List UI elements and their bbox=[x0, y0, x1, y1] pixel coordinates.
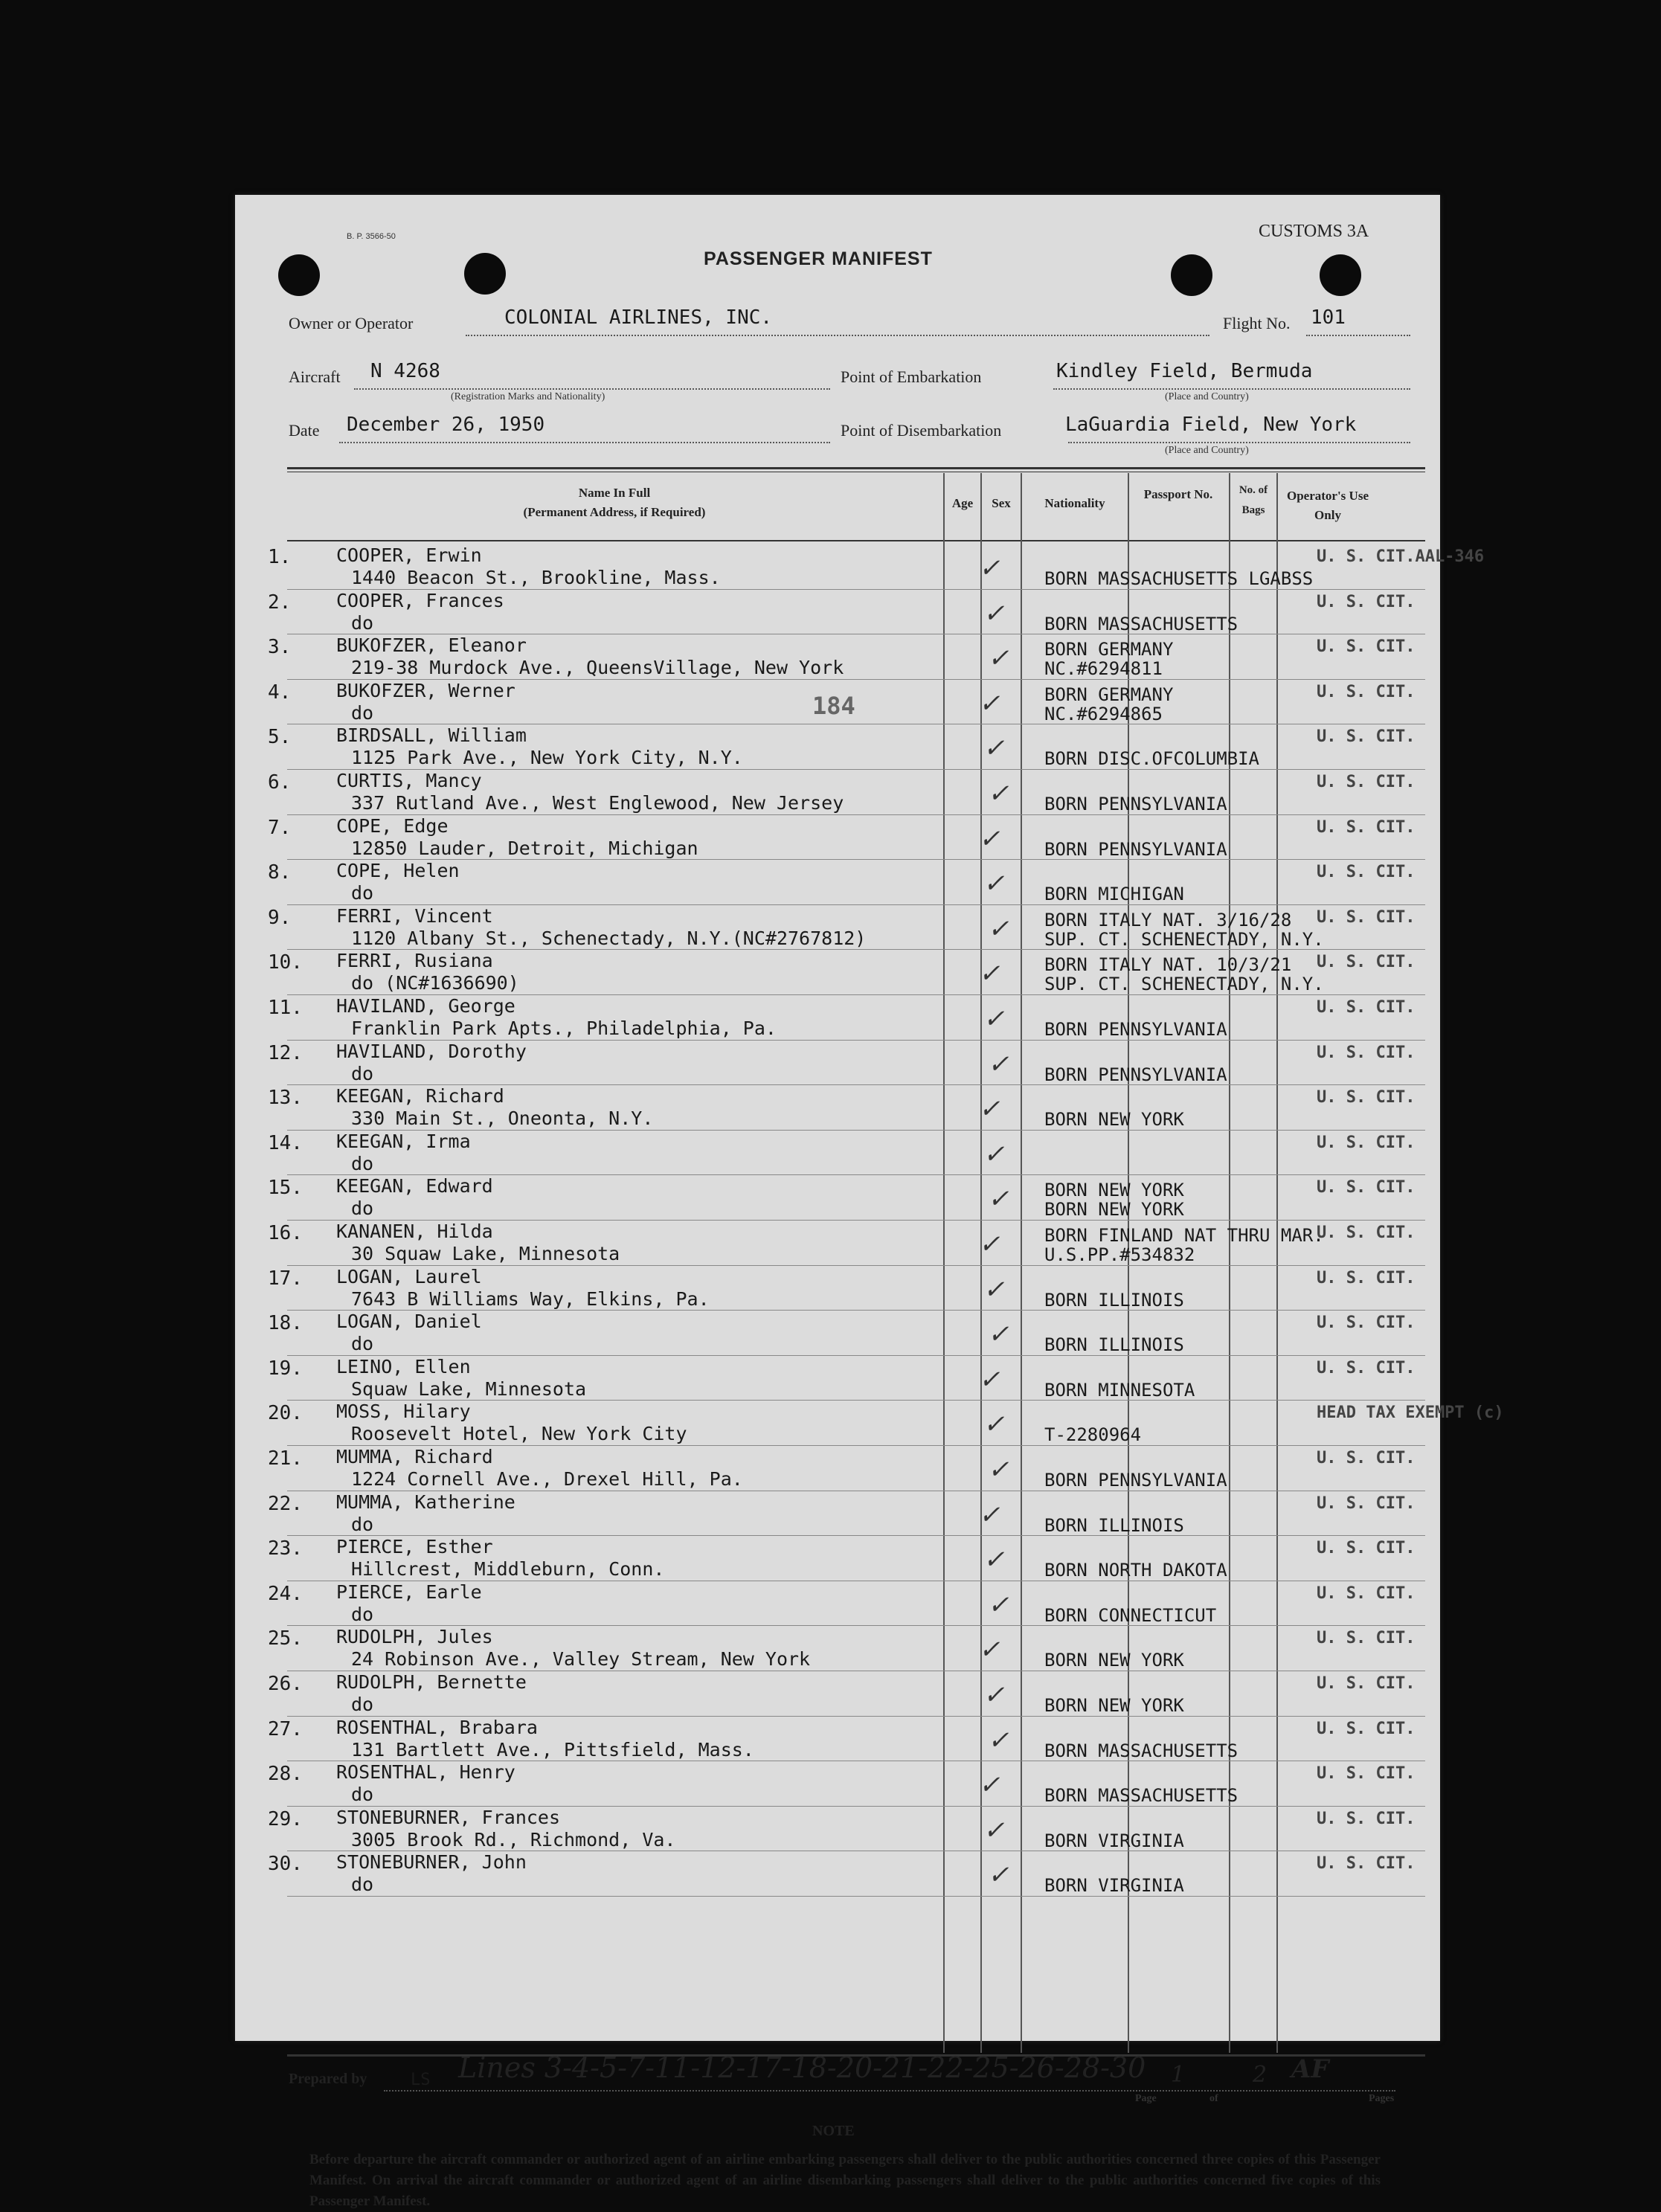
nationality-line2: U.S.PP.#534832 bbox=[1044, 1244, 1195, 1265]
nationality-line1: BORN ITALY NAT. 10/3/21 bbox=[1044, 954, 1292, 976]
nationality-line2: BORN VIRGINIA bbox=[1044, 1875, 1184, 1897]
operator-stamp: U. S. CIT. bbox=[1317, 1088, 1416, 1107]
row-number: 13. bbox=[268, 1087, 303, 1110]
nationality-line2: BORN VIRGINIA bbox=[1044, 1830, 1184, 1851]
passenger-name: LEINO, Ellen bbox=[336, 1355, 471, 1377]
passenger-name: LOGAN, Daniel bbox=[336, 1311, 482, 1333]
operator-stamp: U. S. CIT. bbox=[1317, 907, 1416, 927]
passenger-name: FERRI, Rusiana bbox=[336, 950, 493, 972]
operator-stamp: U. S. CIT. bbox=[1317, 1494, 1416, 1513]
row-number: 16. bbox=[268, 1222, 303, 1244]
passenger-address: do bbox=[351, 611, 374, 634]
passenger-name: HAVILAND, Dorothy bbox=[336, 1040, 527, 1062]
form-code: B. P. 3566-50 bbox=[347, 232, 396, 241]
passenger-name: MOSS, Hilary bbox=[336, 1401, 471, 1423]
passenger-address: do (NC#1636690) bbox=[351, 972, 519, 994]
embarkation-sublabel: (Place and Country) bbox=[1165, 391, 1249, 402]
embarkation-label: Point of Embarkation bbox=[841, 367, 982, 386]
operator-stamp: U. S. CIT. bbox=[1317, 1674, 1416, 1693]
check-mark-icon: ✓ bbox=[979, 1364, 1000, 1395]
passenger-name: LOGAN, Laurel bbox=[336, 1265, 482, 1287]
passenger-address: do bbox=[351, 1152, 374, 1174]
passenger-name: ROSENTHAL, Brabara bbox=[336, 1716, 538, 1738]
nationality-line2: SUP. CT. SCHENECTADY, N.Y. bbox=[1044, 928, 1324, 950]
column-header-nationality: Nationality bbox=[1044, 496, 1105, 510]
check-mark-icon: ✓ bbox=[988, 1860, 1009, 1891]
passenger-address: do bbox=[351, 1197, 374, 1220]
check-mark-icon: ✓ bbox=[983, 1680, 1005, 1710]
nationality-line2: BORN PENNSYLVANIA bbox=[1044, 1470, 1227, 1491]
check-mark-icon: ✓ bbox=[988, 1589, 1009, 1620]
nationality-line2: BORN MASSACHUSETTS bbox=[1044, 1740, 1238, 1761]
check-mark-icon: ✓ bbox=[979, 1770, 1000, 1801]
note-title: NOTE bbox=[812, 2123, 855, 2139]
check-mark-icon: ✓ bbox=[983, 1409, 1005, 1440]
nationality-line2: BORN NEW YORK bbox=[1044, 1199, 1184, 1221]
nationality-line2: T-2280964 bbox=[1044, 1424, 1142, 1446]
passenger-address: 3005 Brook Rd., Richmond, Va. bbox=[351, 1828, 676, 1851]
row-number: 9. bbox=[268, 906, 292, 929]
embarkation-value: Kindley Field, Bermuda bbox=[1056, 360, 1313, 382]
passenger-address: do bbox=[351, 701, 374, 724]
nationality-line2: NC.#6294811 bbox=[1044, 658, 1163, 680]
nationality-line2: BORN MASSACHUSETTS bbox=[1044, 1785, 1238, 1807]
manifest-paper bbox=[235, 195, 1504, 2209]
nationality-line1: BORN NEW YORK bbox=[1044, 1180, 1184, 1201]
row-number: 18. bbox=[268, 1312, 303, 1335]
operator-stamp: U. S. CIT. bbox=[1317, 1358, 1416, 1377]
owner-value: COLONIAL AIRLINES, INC. bbox=[504, 306, 773, 329]
date-label: Date bbox=[289, 421, 320, 440]
passenger-address: 131 Bartlett Ave., Pittsfield, Mass. bbox=[351, 1738, 754, 1761]
note-text: Before departure the aircraft commander or authorized agent of an airline embarking passengers shall deliver to the public authorities concerned three copies of this Passenger Manifest. On arrival the aircraft commander or authorized agent of an airline disembarking passengers shall deliver to the public authorities concerned five copies of this Passenger Manifest. bbox=[309, 2152, 1381, 2209]
row-number: 17. bbox=[268, 1267, 303, 1290]
nationality-line2: BORN NEW YORK bbox=[1044, 1109, 1184, 1131]
operator-stamp: U. S. CIT. bbox=[1317, 1854, 1416, 1874]
passenger-address: 1224 Cornell Ave., Drexel Hill, Pa. bbox=[351, 1468, 743, 1490]
check-mark-icon: ✓ bbox=[979, 1094, 1000, 1125]
passenger-name: PIERCE, Earle bbox=[336, 1581, 482, 1603]
nationality-line2: BORN CONNECTICUT bbox=[1044, 1604, 1217, 1626]
passenger-name: FERRI, Vincent bbox=[336, 904, 493, 927]
row-number: 29. bbox=[268, 1807, 303, 1830]
check-mark-icon: ✓ bbox=[988, 1455, 1009, 1485]
nationality-line2: BORN MINNESOTA bbox=[1044, 1379, 1195, 1401]
check-mark-icon: ✓ bbox=[979, 1635, 1000, 1665]
column-header-operator: Operator's Use Only bbox=[1286, 489, 1369, 522]
column-header-sex: Sex bbox=[992, 496, 1011, 510]
column-header-age: Age bbox=[951, 496, 974, 510]
operator-stamp: U. S. CIT. bbox=[1317, 727, 1416, 747]
passenger-name: ROSENTHAL, Henry bbox=[336, 1761, 515, 1784]
operator-stamp: U. S. CIT. bbox=[1317, 1178, 1416, 1197]
passenger-name: RUDOLPH, Bernette bbox=[336, 1671, 527, 1693]
nationality-line1: BORN ITALY NAT. 3/16/28 bbox=[1044, 909, 1292, 930]
passenger-address: do bbox=[351, 1874, 374, 1896]
prepared-by-label: Prepared by bbox=[289, 2071, 367, 2087]
row-number: 8. bbox=[268, 861, 292, 884]
check-mark-icon: ✓ bbox=[983, 1004, 1005, 1034]
nationality-line2: BORN MICHIGAN bbox=[1044, 884, 1184, 905]
passenger-address: do bbox=[351, 1513, 374, 1535]
operator-stamp: U. S. CIT. bbox=[1317, 998, 1416, 1017]
passenger-name: KEEGAN, Edward bbox=[336, 1175, 493, 1197]
nationality-line2: BORN DISC.OFCOLUMBIA bbox=[1044, 748, 1259, 770]
customs-form-label: CUSTOMS 3A bbox=[1259, 222, 1369, 241]
passenger-address: 1125 Park Ave., New York City, N.Y. bbox=[351, 747, 743, 769]
passenger-address: 1120 Albany St., Schenectady, N.Y.(NC#2767812) bbox=[351, 927, 867, 949]
row-number: 23. bbox=[268, 1537, 303, 1560]
operator-stamp: U. S. CIT. bbox=[1317, 1314, 1416, 1333]
of-label: of bbox=[1209, 2093, 1218, 2104]
passenger-name: MUMMA, Katherine bbox=[336, 1491, 515, 1513]
passenger-address: do bbox=[351, 1333, 374, 1355]
pages-label: Pages bbox=[1369, 2093, 1395, 2104]
row-number: 1. bbox=[268, 546, 292, 568]
passenger-address: Franklin Park Apts., Philadelphia, Pa. bbox=[351, 1017, 777, 1039]
check-mark-icon: ✓ bbox=[979, 823, 1000, 854]
punch-hole bbox=[1320, 254, 1361, 296]
passenger-address: do bbox=[351, 1062, 374, 1084]
page-label: Page bbox=[1135, 2093, 1157, 2104]
row-number: 5. bbox=[268, 726, 292, 749]
flight-value: 101 bbox=[1311, 306, 1346, 329]
row-number: 25. bbox=[268, 1627, 303, 1650]
nationality-line2: BORN NEW YORK bbox=[1044, 1650, 1184, 1671]
row-divider bbox=[287, 814, 1425, 815]
passenger-name: BIRDSALL, William bbox=[336, 724, 527, 747]
nationality-line1: BORN FINLAND NAT THRU MAR. bbox=[1044, 1225, 1324, 1246]
aircraft-label: Aircraft bbox=[289, 367, 341, 386]
row-number: 2. bbox=[268, 591, 292, 614]
nationality-line2: BORN PENNSYLVANIA bbox=[1044, 794, 1227, 814]
row-number: 28. bbox=[268, 1763, 303, 1786]
check-mark-icon: ✓ bbox=[979, 959, 1000, 989]
operator-stamp: U. S. CIT. bbox=[1317, 1133, 1416, 1152]
passenger-address: do bbox=[351, 1603, 374, 1625]
page-total: 2 bbox=[1253, 2062, 1268, 2088]
operator-stamp: U. S. CIT. bbox=[1317, 773, 1416, 791]
check-mark-icon: ✓ bbox=[979, 553, 1000, 583]
punch-hole bbox=[278, 254, 320, 296]
row-number: 7. bbox=[268, 816, 292, 839]
passenger-address: 219-38 Murdock Ave., QueensVillage, New York bbox=[351, 657, 844, 679]
row-number: 4. bbox=[268, 681, 292, 704]
row-number: 6. bbox=[268, 771, 292, 794]
operator-stamp: U. S. CIT. bbox=[1317, 863, 1416, 882]
nationality-line1: BORN GERMANY bbox=[1044, 684, 1174, 705]
operator-stamp: U. S. CIT.AAL-346 bbox=[1317, 547, 1485, 566]
check-mark-icon: ✓ bbox=[988, 1184, 1009, 1215]
nationality-line2: BORN NEW YORK bbox=[1044, 1695, 1184, 1716]
check-mark-icon: ✓ bbox=[983, 1139, 1005, 1169]
aircraft-value: N 4268 bbox=[370, 360, 440, 382]
passenger-address: 30 Squaw Lake, Minnesota bbox=[351, 1243, 620, 1264]
passenger-name: MUMMA, Richard bbox=[336, 1446, 493, 1467]
row-number: 12. bbox=[268, 1041, 303, 1064]
nationality-line2: BORN PENNSYLVANIA bbox=[1044, 838, 1227, 860]
row-number: 27. bbox=[268, 1717, 303, 1740]
operator-stamp: U. S. CIT. bbox=[1317, 1584, 1416, 1603]
nationality-line2: NC.#6294865 bbox=[1044, 703, 1163, 724]
nationality-line1: BORN GERMANY bbox=[1044, 639, 1174, 660]
row-number: 3. bbox=[268, 636, 292, 659]
check-mark-icon: ✓ bbox=[983, 1274, 1005, 1305]
nationality-line2: BORN ILLINOIS bbox=[1044, 1334, 1184, 1356]
nationality-line2: BORN PENNSYLVANIA bbox=[1044, 1019, 1227, 1040]
nationality-line2: BORN ILLINOIS bbox=[1044, 1514, 1184, 1536]
check-mark-icon: ✓ bbox=[988, 913, 1009, 944]
flight-label: Flight No. bbox=[1223, 314, 1291, 332]
operator-stamp: U. S. CIT. bbox=[1317, 1449, 1416, 1467]
check-mark-icon: ✓ bbox=[988, 1725, 1009, 1755]
operator-stamp: U. S. CIT. bbox=[1317, 682, 1416, 701]
passenger-address: do bbox=[351, 882, 374, 904]
row-number: 19. bbox=[268, 1357, 303, 1380]
check-mark-icon: ✓ bbox=[983, 733, 1005, 764]
page-number: 1 bbox=[1171, 2062, 1186, 2088]
nationality-line2: SUP. CT. SCHENECTADY, N.Y. bbox=[1044, 974, 1324, 995]
passenger-address: do bbox=[351, 1694, 374, 1715]
operator-stamp: U. S. CIT. bbox=[1317, 1764, 1416, 1784]
nationality-line2: BORN MASSACHUSETTS bbox=[1044, 613, 1238, 634]
handwritten-lines-note: Lines 3-4-5-7-11-12-17-18-20-21-22-25-26-28-30 bbox=[458, 2051, 1146, 2084]
date-value: December 26, 1950 bbox=[347, 414, 545, 436]
operator-stamp: U. S. CIT. bbox=[1317, 637, 1416, 657]
page-title: PASSENGER MANIFEST bbox=[704, 248, 933, 269]
operator-stamp: U. S. CIT. bbox=[1317, 1224, 1416, 1242]
disembarkation-value: LaGuardia Field, New York bbox=[1065, 414, 1357, 436]
passenger-name: STONEBURNER, Frances bbox=[336, 1806, 561, 1828]
passenger-name: KEEGAN, Richard bbox=[336, 1085, 504, 1107]
passenger-address: Squaw Lake, Minnesota bbox=[351, 1377, 587, 1400]
prepared-by-value: LS bbox=[411, 2071, 431, 2089]
operator-stamp: U. S. CIT. bbox=[1317, 592, 1416, 611]
operator-stamp: U. S. CIT. bbox=[1317, 1809, 1416, 1828]
row-number: 26. bbox=[268, 1673, 303, 1695]
punch-hole bbox=[464, 253, 506, 295]
passenger-name: STONEBURNER, John bbox=[336, 1851, 527, 1874]
passenger-name: COPE, Helen bbox=[336, 860, 460, 882]
nationality-line2: BORN PENNSYLVANIA bbox=[1044, 1064, 1227, 1085]
passenger-name: KANANEN, Hilda bbox=[336, 1221, 493, 1242]
check-mark-icon: ✓ bbox=[988, 643, 1009, 674]
nationality-line2: BORN MASSACHUSETTS LGABSS bbox=[1044, 568, 1314, 589]
check-mark-icon: ✓ bbox=[979, 1499, 1000, 1530]
check-mark-icon: ✓ bbox=[983, 869, 1005, 899]
passenger-name: COOPER, Frances bbox=[336, 589, 504, 611]
passenger-name: BUKOFZER, Eleanor bbox=[336, 634, 527, 657]
operator-stamp: HEAD TAX EXEMPT (c) bbox=[1317, 1404, 1504, 1423]
passenger-name: COPE, Edge bbox=[336, 814, 449, 837]
punch-hole bbox=[1171, 254, 1212, 296]
nationality-line2: BORN ILLINOIS bbox=[1044, 1289, 1184, 1311]
registry-stamp: 184 bbox=[812, 692, 855, 720]
passenger-address: do bbox=[351, 1784, 374, 1806]
column-header-bags: No. of Bags bbox=[1238, 484, 1268, 516]
row-number: 15. bbox=[268, 1177, 303, 1200]
passenger-name: KEEGAN, Irma bbox=[336, 1130, 471, 1152]
check-mark-icon: ✓ bbox=[988, 1319, 1009, 1350]
passenger-address: 337 Rutland Ave., West Englewood, New Jersey bbox=[351, 792, 844, 814]
row-number: 10. bbox=[268, 951, 303, 974]
passenger-address: 24 Robinson Ave., Valley Stream, New York bbox=[351, 1648, 811, 1671]
passenger-name: BUKOFZER, Werner bbox=[336, 679, 515, 701]
operator-stamp: U. S. CIT. bbox=[1317, 953, 1416, 972]
row-divider bbox=[287, 1896, 1425, 1897]
column-header-passport: Passport No. bbox=[1143, 487, 1213, 501]
passenger-address: Hillcrest, Middleburn, Conn. bbox=[351, 1558, 665, 1581]
passenger-address: Roosevelt Hotel, New York City bbox=[351, 1423, 687, 1445]
row-number: 30. bbox=[268, 1853, 303, 1876]
passenger-address: 1440 Beacon St., Brookline, Mass. bbox=[351, 567, 721, 588]
operator-stamp: U. S. CIT. bbox=[1317, 1629, 1416, 1648]
passenger-name: PIERCE, Esther bbox=[336, 1536, 493, 1558]
check-mark-icon: ✓ bbox=[983, 598, 1005, 628]
check-mark-icon: ✓ bbox=[979, 688, 1000, 718]
owner-label: Owner or Operator bbox=[289, 314, 414, 332]
operator-stamp: U. S. CIT. bbox=[1317, 817, 1416, 837]
disembarkation-sublabel: (Place and Country) bbox=[1165, 445, 1249, 456]
row-number: 20. bbox=[268, 1402, 303, 1425]
check-mark-icon: ✓ bbox=[983, 1815, 1005, 1845]
row-number: 14. bbox=[268, 1131, 303, 1154]
column-header-name: Name In Full (Permanent Address, if Required) bbox=[523, 486, 706, 519]
passenger-name: RUDOLPH, Jules bbox=[336, 1626, 493, 1648]
passenger-name: CURTIS, Mancy bbox=[336, 770, 482, 791]
disembarkation-label: Point of Disembarkation bbox=[841, 421, 1002, 440]
row-number: 24. bbox=[268, 1582, 303, 1605]
operator-stamp: U. S. CIT. bbox=[1317, 1719, 1416, 1738]
aircraft-sublabel: (Registration Marks and Nationality) bbox=[451, 391, 605, 402]
passenger-address: 7643 B Williams Way, Elkins, Pa. bbox=[351, 1287, 710, 1310]
operator-stamp: U. S. CIT. bbox=[1317, 1268, 1416, 1287]
nationality-line2: BORN NORTH DAKOTA bbox=[1044, 1560, 1227, 1581]
row-number: 22. bbox=[268, 1492, 303, 1515]
operator-stamp: U. S. CIT. bbox=[1317, 1539, 1416, 1558]
check-mark-icon: ✓ bbox=[988, 779, 1009, 808]
row-number: 21. bbox=[268, 1447, 303, 1470]
signature-initials: AF bbox=[1291, 2054, 1329, 2084]
row-number: 11. bbox=[268, 997, 303, 1019]
passenger-name: HAVILAND, George bbox=[336, 995, 515, 1017]
check-mark-icon: ✓ bbox=[983, 1545, 1005, 1575]
passenger-address: 330 Main St., Oneonta, N.Y. bbox=[351, 1107, 654, 1130]
passenger-name: COOPER, Erwin bbox=[336, 544, 482, 566]
operator-stamp: U. S. CIT. bbox=[1317, 1043, 1416, 1062]
passenger-address: 12850 Lauder, Detroit, Michigan bbox=[351, 837, 698, 859]
check-mark-icon: ✓ bbox=[979, 1229, 1000, 1259]
check-mark-icon: ✓ bbox=[988, 1049, 1009, 1079]
